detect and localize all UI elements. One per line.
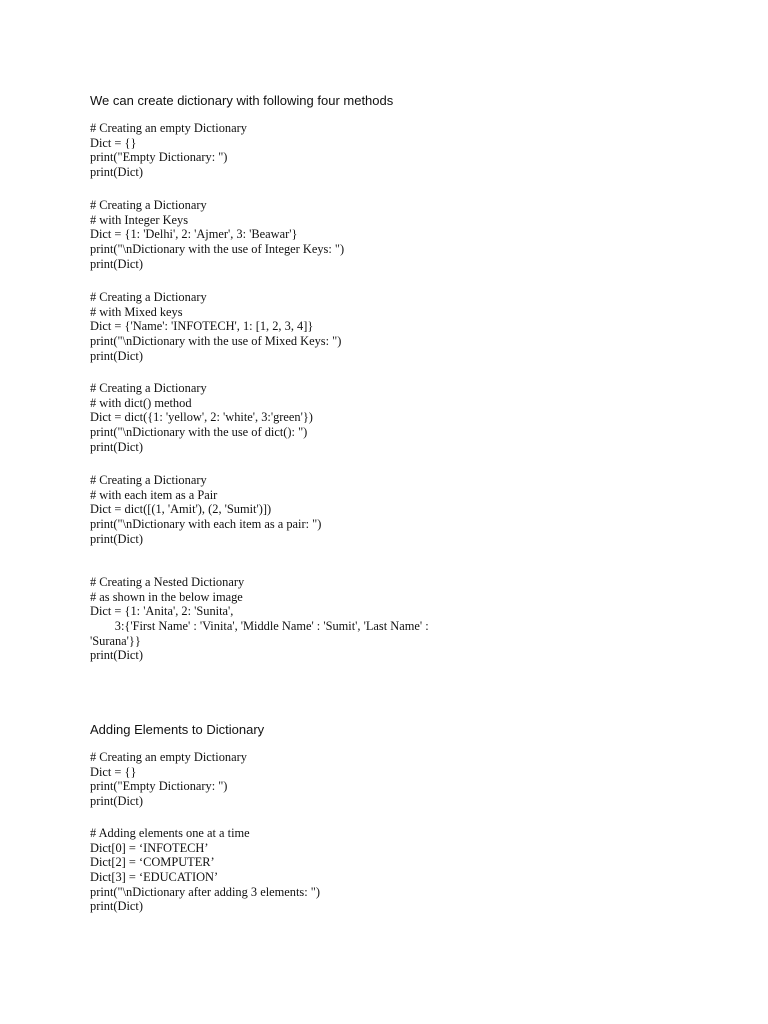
code-line: Dict = dict({1: 'yellow', 2: 'white', 3:'green'})	[90, 410, 313, 425]
code-line: Dict[3] = ‘EDUCATION’	[90, 870, 219, 885]
code-line: print(Dict)	[90, 794, 143, 809]
code-line: # Creating a Dictionary	[90, 290, 207, 304]
code-line: Dict = {1: 'Anita', 2: 'Sunita',	[90, 604, 234, 619]
code-block-dict-method	[90, 381, 313, 454]
code-line: Dict = {'Name': 'INFOTECH', 1: [1, 2, 3, 4]}	[90, 319, 314, 334]
code-line: # with Integer Keys	[90, 212, 189, 227]
code-line: print("Empty Dictionary: ")	[90, 779, 228, 794]
code-line: # Creating a Dictionary	[90, 198, 207, 212]
code-line: 'Surana'}}	[90, 633, 141, 648]
code-line: # with Mixed keys	[90, 304, 183, 319]
code-line: Dict = {}	[90, 135, 137, 150]
code-line: # Creating a Dictionary	[90, 381, 207, 395]
code-line: print(Dict)	[90, 348, 143, 363]
code-line: Dict = dict([(1, 'Amit'), (2, 'Sumit')])	[90, 502, 272, 517]
code-line: print(Dict)	[90, 165, 143, 180]
code-line: print("Empty Dictionary: ")	[90, 150, 228, 165]
section-heading-adding-elements: Adding Elements to Dictionary	[90, 722, 265, 737]
code-line: # Creating an empty Dictionary	[90, 121, 247, 135]
code-block-nested-dict	[90, 575, 429, 663]
code-line: # with dict() method	[90, 395, 192, 410]
code-line: Dict[2] = ‘COMPUTER’	[90, 855, 215, 870]
code-block-pairs	[90, 473, 321, 546]
code-line: # Adding elements one at a time	[90, 826, 250, 840]
code-line: Dict = {}	[90, 764, 137, 779]
code-block-integer-keys	[90, 198, 344, 271]
code-line: print(Dict)	[90, 648, 143, 663]
code-block-adding-elements	[90, 826, 320, 914]
code-line: # Creating an empty Dictionary	[90, 750, 247, 764]
section-heading-create-methods: We can create dictionary with following four methods	[90, 93, 394, 108]
code-block-mixed-keys	[90, 290, 341, 363]
code-line: print(Dict)	[90, 439, 143, 454]
code-line: print(Dict)	[90, 531, 143, 546]
code-line: # with each item as a Pair	[90, 487, 218, 502]
code-line: 3:{'First Name' : 'Vinita', 'Middle Name' : 'Sumit', 'Last Name' :	[90, 619, 429, 634]
code-block-empty-dict-2	[90, 750, 247, 809]
code-line: # Creating a Nested Dictionary	[90, 575, 245, 589]
code-line: # as shown in the below image	[90, 589, 243, 604]
code-line: # Creating a Dictionary	[90, 473, 207, 487]
code-line: print(Dict)	[90, 256, 143, 271]
code-block-empty-dict	[90, 121, 247, 180]
code-line: print(Dict)	[90, 899, 143, 914]
code-line: Dict[0] = ‘INFOTECH’	[90, 840, 209, 855]
code-line: print("\nDictionary with the use of Mixed Keys: ")	[90, 334, 342, 349]
code-line: print("\nDictionary with the use of Integer Keys: ")	[90, 242, 345, 257]
code-line: print("\nDictionary after adding 3 elements: ")	[90, 884, 320, 899]
code-line: Dict = {1: 'Delhi', 2: 'Ajmer', 3: 'Beawar'}	[90, 227, 298, 242]
code-line: print("\nDictionary with the use of dict(): ")	[90, 425, 308, 440]
code-line: print("\nDictionary with each item as a pair: ")	[90, 517, 322, 532]
